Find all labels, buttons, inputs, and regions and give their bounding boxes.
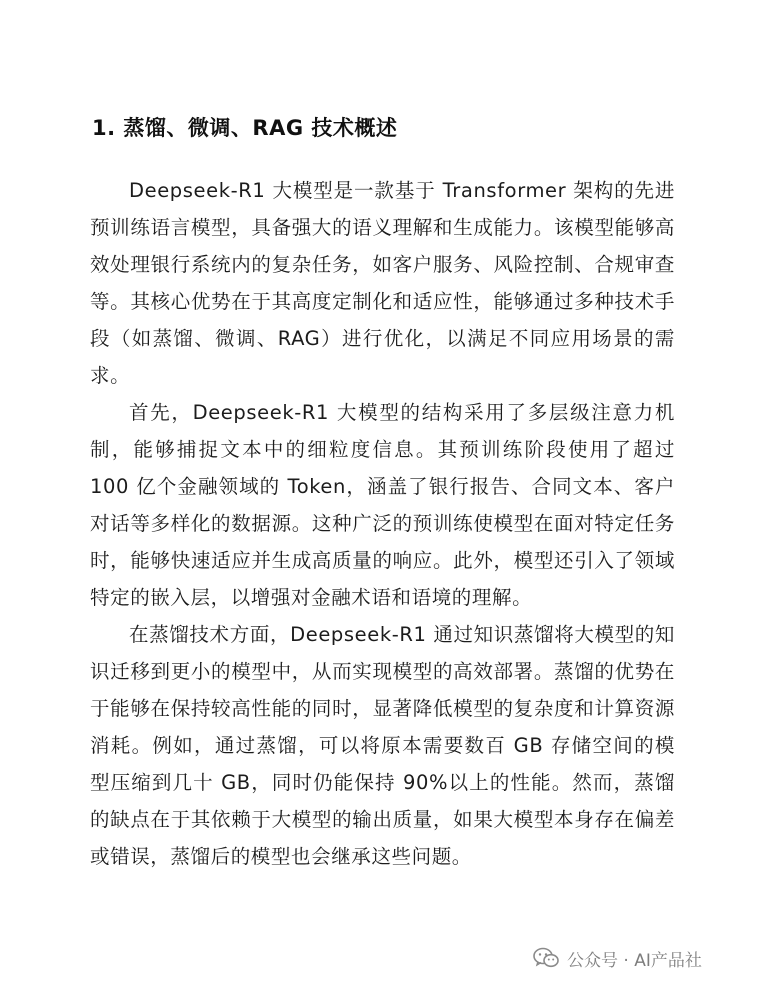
watermark: [533, 944, 702, 972]
paragraph-distillation: 在蒸馏技术方面，Deepseek-R1 通过知识蒸馏将大模型的知识迁移到更小的模型中，从而实现模型的高效部署。蒸馏的优势在于能够在保持较高性能的同时，显著降低模型的复杂度和计算资源消耗。例如，通过蒸馏，可以将原本需要数百 GB 存储空间的模型压缩到几十 GB，同时仍能保持 90%以上的性能。然而，蒸馏的缺点在于其依赖于大模型的输出质量，如果大模型本身存在偏差或错误，蒸馏后的模型也会继承这些问题。: [90, 623, 675, 868]
wechat-icon: [533, 947, 559, 969]
watermark-text: 公众号 · AI产品社: [567, 950, 702, 971]
paragraph-architecture: 首先，Deepseek-R1 大模型的结构采用了多层级注意力机制，能够捕捉文本中的细粒度信息。其预训练阶段使用了超过 100 亿个金融领域的 Token，涵盖了银行报告、合同文本、客户对话等多样化的数据源。这种广泛的预训练使模型在面对特定任务时，能够快速适应并生成高质量的响应。此外，模型还引入了领域特定的嵌入层，以增强对金融术语和语境的理解。: [90, 401, 675, 609]
body-text: [90, 172, 675, 875]
section-heading: 1. 蒸馏、微调、RAG 技术概述: [92, 116, 398, 140]
paragraph-overview: Deepseek-R1 大模型是一款基于 Transformer 架构的先进预训练语言模型，具备强大的语义理解和生成能力。该模型能够高效处理银行系统内的复杂任务，如客户服务、风险控制、合规审查等。其核心优势在于其高度定制化和适应性，能够通过多种技术手段（如蒸馏、微调、RAG）进行优化，以满足不同应用场景的需求。: [90, 179, 675, 387]
